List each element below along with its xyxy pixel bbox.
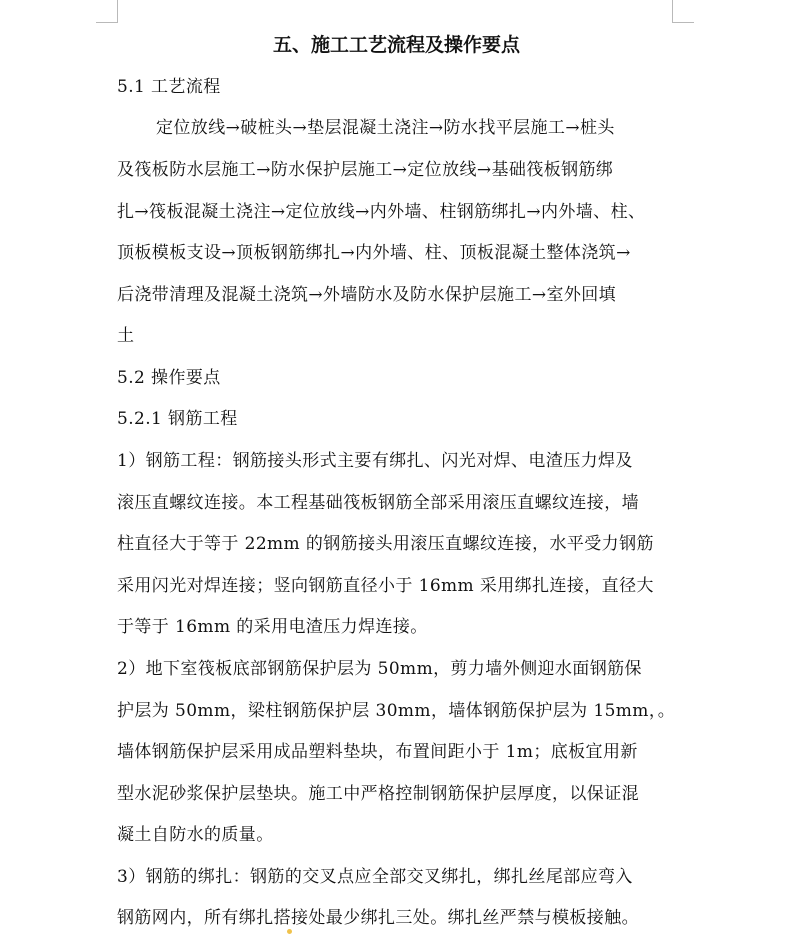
- text-line: 滚压直螺纹连接。本工程基础筏板钢筋全部采用滚压直螺纹连接，墙: [117, 493, 639, 513]
- text-line: 扎→筏板混凝土浇注→定位放线→内外墙、柱钢筋绑扎→内外墙、柱、: [117, 202, 646, 222]
- subsection-heading: 5.2 操作要点: [117, 368, 221, 388]
- text-line: 定位放线→破桩头→垫层混凝土浇注→防水找平层施工→桩头: [156, 118, 615, 138]
- text-line: 型水泥砂浆保护层垫块。施工中严格控制钢筋保护层厚度，以保证混: [117, 784, 639, 804]
- crop-mark-top-right: [672, 0, 673, 22]
- subsection-heading: 5.1 工艺流程: [117, 77, 221, 97]
- section-title: 五、施工工艺流程及操作要点: [272, 34, 520, 56]
- text-line: 柱直径大于等于 22mm 的钢筋接头用滚压直螺纹连接，水平受力钢筋: [117, 534, 654, 554]
- text-line: 钢筋网内，所有绑扎搭接处最少绑扎三处。绑扎丝严禁与模板接触。: [117, 908, 639, 928]
- text-line: 护层为 50mm，梁柱钢筋保护层 30mm，墙体钢筋保护层为 15mm，。: [117, 701, 676, 721]
- text-line: 1）钢筋工程：钢筋接头形式主要有绑扎、闪光对焊、电渣压力焊及: [117, 451, 633, 471]
- subsection-heading: 5.2.1 钢筋工程: [117, 409, 238, 429]
- text-line: 后浇带清理及混凝土浇筑→外墙防水及防水保护层施工→室外回填: [117, 285, 617, 305]
- cursor-dot: [287, 929, 292, 934]
- text-line: 顶板模板支设→顶板钢筋绑扎→内外墙、柱、顶板混凝土整体浇筑→: [117, 243, 631, 263]
- crop-mark-top-left: [96, 22, 118, 23]
- crop-mark-top-right: [672, 22, 694, 23]
- text-line: 采用闪光对焊连接；竖向钢筋直径小于 16mm 采用绑扎连接，直径大: [117, 576, 654, 596]
- text-line: 于等于 16mm 的采用电渣压力焊连接。: [117, 617, 428, 637]
- text-line: 凝土自防水的质量。: [117, 825, 274, 845]
- crop-mark-top-left: [117, 0, 118, 22]
- text-line: 及筏板防水层施工→防水保护层施工→定位放线→基础筏板钢筋绑: [117, 160, 614, 180]
- text-line: 3）钢筋的绑扎：钢筋的交叉点应全部交叉绑扎，绑扎丝尾部应弯入: [117, 867, 633, 887]
- text-line: 2）地下室筏板底部钢筋保护层为 50mm，剪力墙外侧迎水面钢筋保: [117, 659, 642, 679]
- text-line: 土: [117, 326, 135, 346]
- text-line: 墙体钢筋保护层采用成品塑料垫块，布置间距小于 1m；底板宜用新: [117, 742, 638, 762]
